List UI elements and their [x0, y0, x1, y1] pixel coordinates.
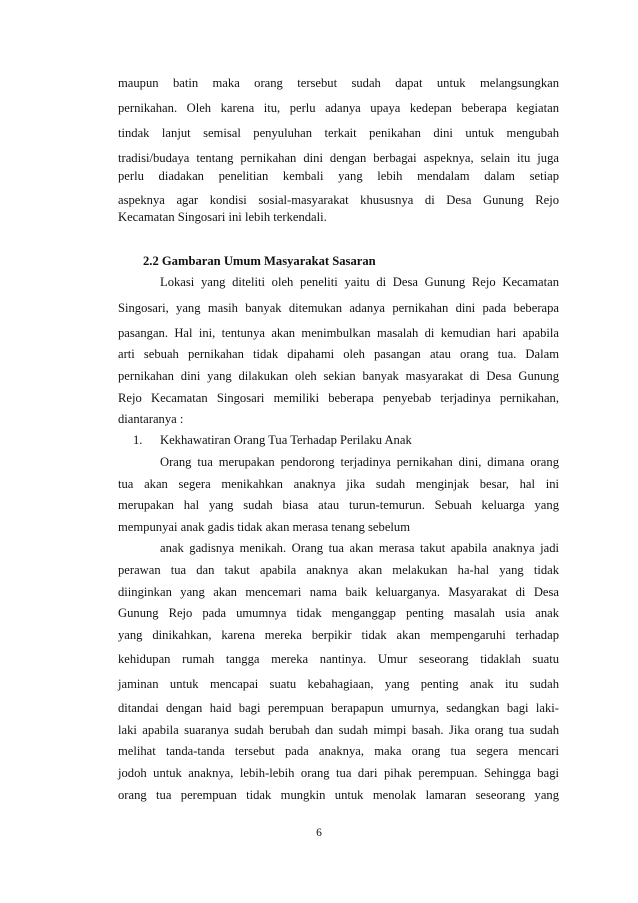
paragraph-2-line: pasangan. Hal ini, tentunya akan menimbulkan masalah di kemudian hari apabila: [118, 326, 559, 340]
paragraph-3-line: mempunyai anak gadis tidak akan merasa tenang sebelum: [118, 520, 411, 534]
paragraph-3-line: merupakan hal yang sudah biasa atau turun-temurun. Sebuah keluarga yang: [118, 498, 559, 512]
paragraph-1-line: perlu diadakan penelitian kembali yang lebih mendalam dalam setiap: [118, 169, 559, 183]
page-number: 6: [316, 827, 322, 839]
paragraph-1-line: tindak lanjut semisal penyuluhan terkait penikahan dini untuk mengubah: [118, 126, 559, 140]
list-item-text: Kekhawatiran Orang Tua Terhadap Perilaku Anak: [160, 433, 412, 447]
paragraph-2-line: Lokasi yang diteliti oleh peneliti yaitu di Desa Gunung Rejo Kecamatan: [160, 275, 559, 289]
paragraph-2-line: arti sebuah pernikahan tidak dipahami oleh pasangan atau orang tua. Dalam: [118, 347, 559, 361]
paragraph-2-line: Singosari, yang masih banyak ditemukan adanya pernikahan dini pada beberapa: [118, 301, 559, 315]
paragraph-4-line: anak gadisnya menikah. Orang tua akan merasa takut apabila anaknya jadi: [160, 541, 559, 555]
paragraph-4-line: ditandai dengan haid bagi perempuan berapapun umurnya, sedangkan bagi laki-: [118, 701, 559, 715]
paragraph-4-line: laki apabila suaranya sudah berubah dan sudah mimpi basah. Jika orang tua sudah: [118, 723, 559, 737]
paragraph-1-line: tradisi/budaya tentang pernikahan dini dengan berbagai aspeknya, selain itu juga: [118, 151, 559, 165]
paragraph-4-line: melihat tanda-tanda tersebut pada anaknya, maka orang tua segera mencari: [118, 744, 559, 758]
paragraph-4-line: jodoh untuk anaknya, lebih-lebih orang tua dari pihak perempuan. Sehingga bagi: [118, 766, 559, 780]
paragraph-1-line: pernikahan. Oleh karena itu, perlu adanya upaya kedepan beberapa kegiatan: [118, 101, 559, 115]
paragraph-4-line: jaminan untuk mencapai suatu kebahagiaan, yang penting anak itu sudah: [118, 677, 559, 691]
paragraph-4-line: perawan tua dan takut apabila anaknya akan melakukan ha-hal yang tidak: [118, 563, 559, 577]
list-item-number: 1.: [133, 433, 143, 447]
paragraph-1-line: Kecamatan Singosari ini lebih terkendali.: [118, 210, 327, 224]
paragraph-2-line: Rejo Kecamatan Singosari memiliki beberapa penyebab terjadinya pernikahan,: [118, 391, 559, 405]
paragraph-2-line: pernikahan dini yang dilakukan oleh sekian banyak masyarakat di Desa Gunung: [118, 369, 559, 383]
paragraph-1-line: maupun batin maka orang tersebut sudah dapat untuk melangsungkan: [118, 76, 559, 90]
paragraph-4-line: diinginkan yang akan mencemari nama baik keluarganya. Masyarakat di Desa: [118, 585, 559, 599]
paragraph-3-line: tua akan segera menikahkan anaknya jika sudah menginjak besar, hal ini: [118, 477, 559, 491]
paragraph-4-line: yang dinikahkan, karena mereka berpikir tidak akan mempengaruhi terhadap: [118, 628, 559, 642]
section-heading: 2.2 Gambaran Umum Masyarakat Sasaran: [143, 254, 376, 268]
paragraph-2-line: diantaranya :: [118, 412, 184, 426]
paragraph-4-line: Gunung Rejo pada umumnya tidak menganggap penting masalah usia anak: [118, 606, 559, 620]
list-item: [133, 432, 412, 448]
paragraph-4-line: orang tua perempuan tidak mungkin untuk menolak lamaran seseorang yang: [118, 788, 559, 802]
paragraph-3-line: Orang tua merupakan pendorong terjadinya pernikahan dini, dimana orang: [160, 455, 559, 469]
paragraph-1-line: aspeknya agar kondisi sosial-masyarakat khususnya di Desa Gunung Rejo: [118, 193, 559, 207]
paragraph-4-line: kehidupan rumah tangga mereka nantinya. Umur seseorang tidaklah suatu: [118, 652, 559, 666]
